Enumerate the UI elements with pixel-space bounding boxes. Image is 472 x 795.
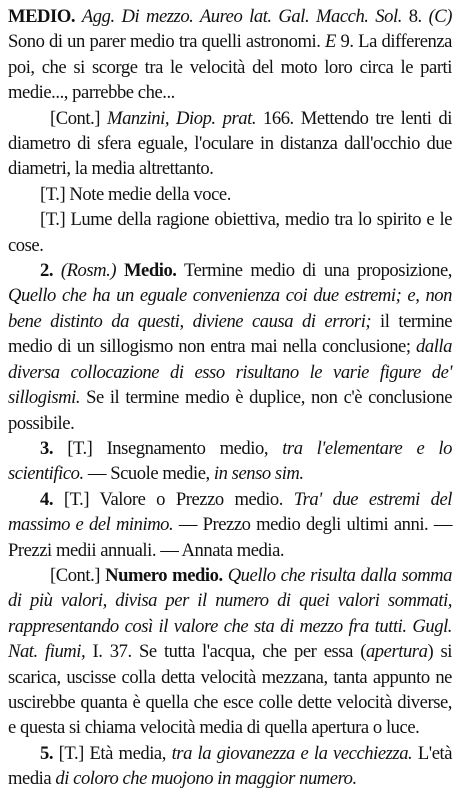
section-tag: [Cont.] (50, 564, 101, 586)
section-tag: [T.] (58, 742, 84, 764)
reference: 8. (401, 6, 429, 27)
quotation: Mettendo tre lenti di diametro di sfera eguale, l'oculare in distanza dall'occhio due diametri, la media altrettanto. (8, 107, 453, 180)
section-tag: [T.] (67, 437, 93, 459)
sense-number: 5. (40, 742, 54, 764)
entry-sense-5 (8, 741, 452, 792)
sense-text: Termine medio di una proposizione, (176, 260, 452, 282)
sense-text: — Prezzo medio degli ultimi anni. — Prezzi medii annuali. — Annata media. (8, 514, 452, 561)
entry-numero-medio (8, 563, 452, 741)
sense-text: Lume della ragione obiettiva, medio tra lo spirito e le cose. (8, 209, 452, 256)
sense-number: 4. (40, 488, 54, 510)
sense-gloss: di coloro che muojono in maggior numero. (55, 768, 357, 790)
sense-gloss: in senso sim. (213, 463, 304, 485)
headword: MEDIO. (8, 6, 76, 27)
entry-citation-manzini (8, 106, 452, 182)
definition: Di mezzo. Aureo lat. Gal. Macch. Sol. (121, 6, 402, 27)
sense-text: il termine medio di un sillogismo non entra mai nella conclusione; (8, 310, 452, 358)
sense-gloss: Quello che ha un eguale convenienza coi due estremi; e, non bene distinto da questi, diviene causa di errori; (8, 285, 452, 332)
quotation: ) si scarica, uscisse colla detta velocità mezzana, tanta appunto ne uscirebbe quanta è quella che esce colle dette velocità diverse, e questa si chiama velocità media di quella apertura o luce. (8, 641, 452, 739)
sense-number: 2. (40, 260, 54, 282)
work-title: Diop. prat. (176, 107, 257, 129)
reference: I. 37. (85, 641, 139, 663)
source-tag: (Rosm.) (60, 260, 117, 282)
source-tag: (C) (428, 6, 452, 27)
sense-text: — Scuole medie, (83, 463, 214, 485)
sense-text: Se il termine medio è duplice, non c'è conclusione possibile. (8, 387, 452, 434)
sense-gloss: tra la giovanezza e la vecchiezza. (171, 742, 413, 764)
reference: 166. (256, 107, 301, 129)
grammar-label: Agg. (81, 6, 115, 27)
quotation: 9. La differenza poi, che si scorge tra le velocità del moto loro circa le parti medie..., parrebbe che... (8, 31, 452, 104)
sense-headword: Medio. (123, 260, 177, 282)
sense-headword: Numero medio. (105, 564, 223, 586)
quotation-gloss: apertura (365, 641, 428, 663)
sense-text: L'età media (8, 742, 453, 790)
section-tag: [T.] (40, 209, 66, 231)
quotation: Se tutta l'acqua, che per essa ( (138, 641, 366, 663)
section-tag: [Cont.] (50, 107, 101, 129)
sense-gloss: Tra' due estremi del massimo e del minimo. (8, 488, 452, 536)
section-tag: [T.] (40, 183, 66, 205)
sense-text: Insegnamento medio, (92, 437, 283, 459)
sense-gloss: tra l'elementare e lo scientifico. (8, 437, 452, 485)
sense-text: Note medie della voce. (69, 183, 231, 205)
section-tag: [T.] (63, 488, 90, 510)
entry-medio-definition (8, 4, 452, 106)
sense-text: Valore o Prezzo medio. (89, 488, 294, 510)
sense-number: 3. (40, 437, 54, 459)
sense-gloss: Quello che risulta dalla somma di più valori, divisa per il numero di quei valori sommati, rappresentando così il valore che sta di mezzo fra tutti. (8, 564, 453, 637)
entry-sense-4 (8, 487, 452, 563)
source-tag: E (325, 31, 336, 53)
entry-note-reason (8, 207, 452, 258)
entry-sense-2 (8, 258, 452, 436)
citation: Gugl. Nat. fiumi, (8, 615, 452, 663)
sense-text: Età media, (83, 742, 172, 764)
author: Manzini, (107, 107, 170, 129)
sense-gloss: dalla diversa collocazione di esso risultano le varie figure de' sillogismi. (8, 336, 452, 409)
entry-sense-3 (8, 436, 452, 487)
entry-note-voice (8, 182, 452, 207)
quotation: Sono di un parer medio tra quelli astronomi. (8, 31, 326, 53)
